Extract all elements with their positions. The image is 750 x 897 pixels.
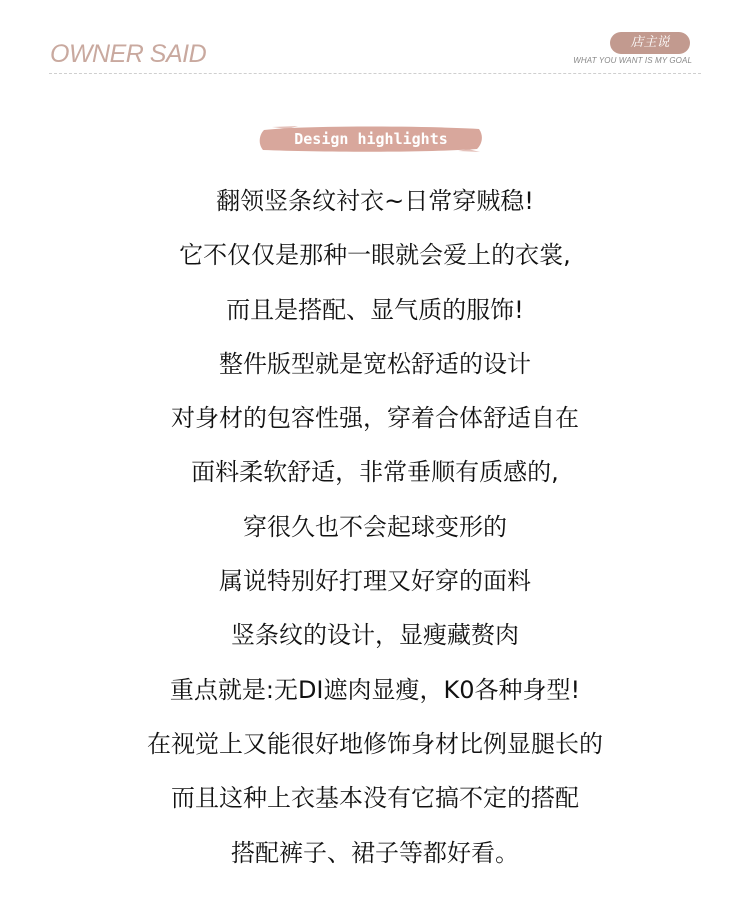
header-divider bbox=[49, 73, 701, 74]
description-line: 对身材的包容性强，穿着合体舒适自在 bbox=[171, 404, 579, 433]
design-highlights-label bbox=[258, 124, 484, 154]
description-line: 在视觉上又能很好地修饰身材比例显腿长的 bbox=[147, 729, 603, 758]
description-line: 穿很久也不会起球变形的 bbox=[243, 512, 507, 541]
description-line: 重点就是:无DI遮肉显瘦，K0各种身型! bbox=[169, 675, 581, 704]
design-highlights-text: Design highlights bbox=[294, 130, 448, 148]
description-line: 竖条纹的设计，显瘦藏赘肉 bbox=[231, 621, 519, 650]
description-lines bbox=[0, 178, 750, 884]
shop-owner-badge: 店主说 bbox=[610, 32, 690, 54]
shop-tagline: WHAT YOU WANT IS MY GOAL bbox=[573, 56, 692, 65]
description-line: 面料柔软舒适，非常垂顺有质感的, bbox=[191, 458, 559, 487]
description-line: 翻领竖条纹衬衣~日常穿贼稳! bbox=[216, 187, 534, 215]
description-line: 而且这种上衣基本没有它搞不定的搭配 bbox=[171, 784, 579, 813]
description-line: 搭配裤子、裙子等都好看。 bbox=[231, 838, 519, 867]
description-line: 它不仅仅是那种一眼就会爱上的衣裳, bbox=[179, 241, 571, 270]
description-line: 整件版型就是宽松舒适的设计 bbox=[219, 349, 531, 378]
owner-said-heading: OWNER SAID bbox=[50, 40, 207, 68]
description-line: 属说特别好打理又好穿的面料 bbox=[219, 567, 531, 596]
description-line: 而且是搭配、显气质的服饰! bbox=[226, 295, 524, 324]
